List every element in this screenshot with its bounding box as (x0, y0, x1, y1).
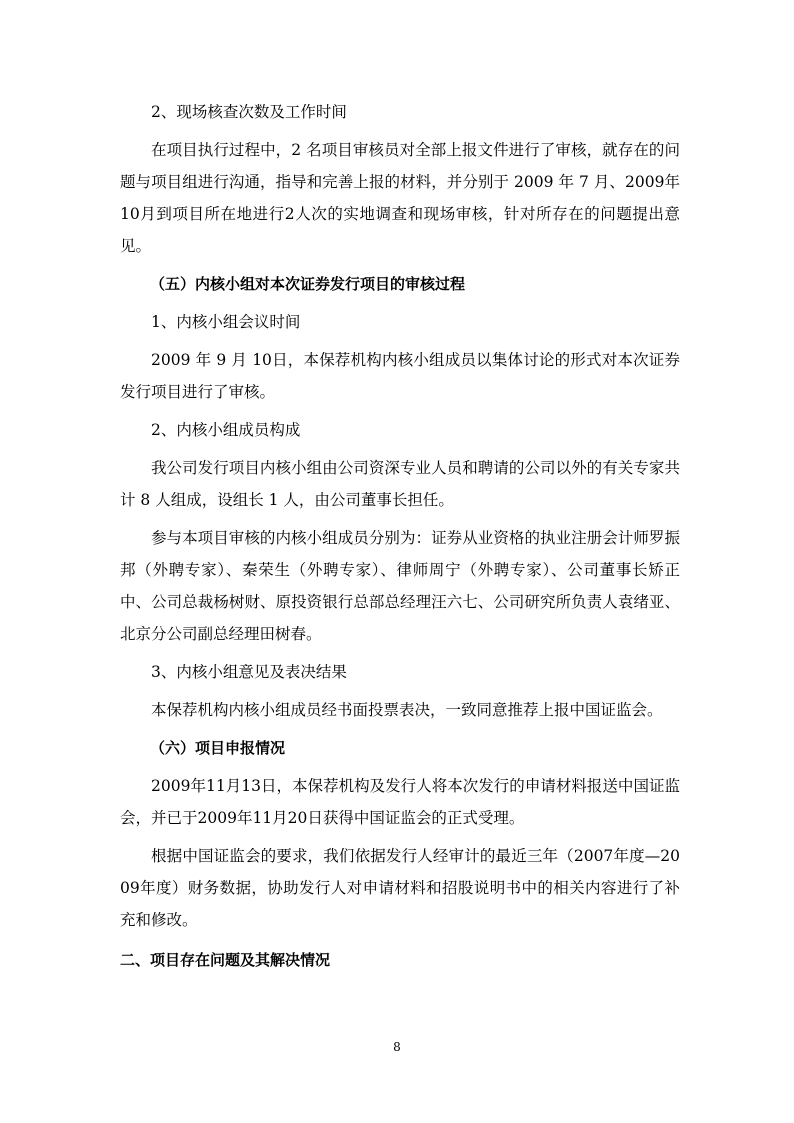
section-2-title: 2、现场核查次数及工作时间 (151, 103, 347, 121)
opinion-title: 3、内核小组意见及表决结果 (151, 663, 347, 681)
meeting-time-title: 1、内核小组会议时间 (151, 313, 301, 331)
members-description: 我公司发行项目内核小组由公司资深专业人员和聘请的公司以外的有关专家共计 8 人组成，设组长 1 人，由公司董事长担任。 (120, 459, 680, 509)
section-six-heading: （六）项目申报情况 (150, 739, 286, 757)
members-title: 2、内核小组成员构成 (151, 421, 301, 439)
page-content (120, 96, 680, 982)
members-list: 参与本项目审核的内核小组成员分别为：证券从业资格的执业注册会计师罗振邦（外聘专家）、秦荣生（外聘专家）、律师周宁（外聘专家）、公司董事长矫正中、公司总裁杨树财、原投资银行总部总经理汪六七、公司研究所负责人袁绪亚、北京分公司副总经理田树春。 (120, 529, 680, 643)
opinion-description: 本保荐机构内核小组成员经书面投票表决，一致同意推荐上报中国证监会。 (151, 701, 663, 719)
meeting-time-description: 2009 年 9 月 10日，本保荐机构内核小组成员以集体讨论的形式对本次证券发行项目进行了审核。 (120, 351, 680, 401)
section-five-heading: （五）内核小组对本次证券发行项目的审核过程 (150, 275, 466, 293)
filing-description: 2009年11月13日，本保荐机构及发行人将本次发行的申请材料报送中国证监会，并已于2009年11月20日获得中国证监会的正式受理。 (120, 777, 680, 827)
page-number: 8 (393, 1040, 401, 1054)
onsite-check-description: 在项目执行过程中，2 名项目审核员对全部上报文件进行了审核，就存在的问题与项目组进行沟通，指导和完善上报的材料，并分别于 2009 年 7 月、2009年10月到项目所在地进行2人次的实地调查和现场审核，针对所存在的问题提出意见。 (120, 141, 680, 255)
supplement-description: 根据中国证监会的要求，我们依据发行人经审计的最近三年（2007年度—2009年度）财务数据，协助发行人对申请材料和招股说明书中的相关内容进行了补充和修改。 (120, 847, 680, 929)
part-two-heading: 二、项目存在问题及其解决情况 (120, 951, 331, 969)
